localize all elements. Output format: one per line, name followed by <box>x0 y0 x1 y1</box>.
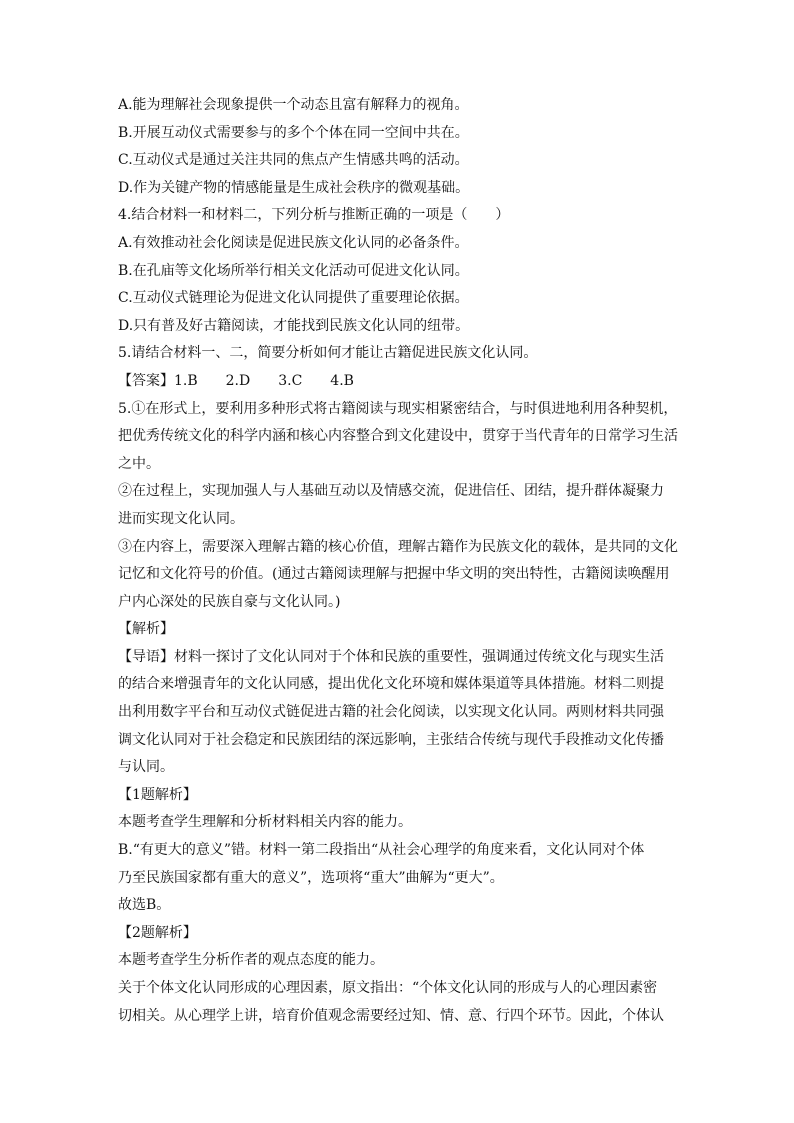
answer-5-line-5: 进而实现文化认同。 <box>118 510 244 527</box>
option-b-line: B.开展互动仪式需要参与的多个个体在同一空间中共在。 <box>118 124 469 141</box>
answer-5-line-1: 5.①在形式上，要利用多种形式将古籍阅读与现实相紧密结合，与时俱进地利用各种契机， <box>118 400 678 417</box>
q2-analysis-line-3: 切相关。从心理学上讲，培育价值观念需要经过知、情、意、行四个环节。因此，个体认 <box>118 1007 664 1024</box>
q1-analysis-line-1: 本题考查学生理解和分析材料相关内容的能力。 <box>118 814 412 831</box>
q1-analysis-heading: 【1题解析】 <box>118 786 197 803</box>
q2-analysis-heading: 【2题解析】 <box>118 924 197 941</box>
intro-line-5: 与认同。 <box>118 759 174 776</box>
q4-option-b-line: B.在孔庙等文化场所举行相关文化活动可促进文化认同。 <box>118 262 469 279</box>
option-d-line: D.作为关键产物的情感能量是生成社会秩序的微观基础。 <box>118 179 470 196</box>
document-page <box>118 92 686 1030</box>
answer-5-line-4: ②在过程上，实现加强人与人基础互动以及情感交流，促进信任、团结，提升群体凝聚力 <box>118 483 664 500</box>
q4-option-c-line: C.互动仪式链理论为促进文化认同提供了重要理论依据。 <box>118 290 469 307</box>
q1-analysis-line-4: 故选B。 <box>118 897 171 914</box>
intro-line-1: 【导语】材料一探讨了文化认同对于个体和民族的重要性，强调通过传统文化与现实生活 <box>118 648 664 665</box>
intro-line-2: 的结合来增强青年的文化认同感，提出优化文化环境和媒体渠道等具体措施。材料二则提 <box>118 676 664 693</box>
intro-line-3: 出利用数字平台和互动仪式链促进古籍的社会化阅读，以实现文化认同。两则材料共同强 <box>118 704 664 721</box>
answer-5-line-2: 把优秀传统文化的科学内涵和核心内容整合到文化建设中，贯穿于当代青年的日常学习生活 <box>118 428 678 445</box>
answer-heading-line: 【答案】1.B 2.D 3.C 4.B <box>118 372 354 389</box>
q2-analysis-line-2: 关于个体文化认同形成的心理因素，原文指出：“个体文化认同的形成与人的心理因素密 <box>118 980 658 996</box>
question-4-line: 4.结合材料一和材料二，下列分析与推断正确的一项是（ ） <box>118 207 510 224</box>
answer-5-line-8: 户内心深处的民族自豪与文化认同。) <box>118 593 341 610</box>
answer-5-line-7: 记忆和文化符号的价值。(通过古籍阅读理解与把握中华文明的突出特性，古籍阅读唤醒用 <box>118 566 670 583</box>
answer-5-line-6: ③在内容上，需要深入理解古籍的核心价值，理解古籍作为民族文化的载体，是共同的文化 <box>118 538 678 555</box>
q1-analysis-line-2: B.“有更大的意义”错。材料一第二段指出“从社会心理学的角度来看，文化认同对个体 <box>118 842 645 859</box>
q4-option-d-line: D.只有普及好古籍阅读，才能找到民族文化认同的纽带。 <box>118 317 470 334</box>
q2-analysis-line-1: 本题考查学生分析作者的观点态度的能力。 <box>118 952 384 969</box>
intro-line-4: 调文化认同对于社会稳定和民族团结的深远影响，主张结合传统与现代手段推动文化传播 <box>118 731 664 748</box>
q1-analysis-line-3: 乃至民族国家都有重大的意义”，选项将“重大”曲解为“更大”。 <box>118 869 504 886</box>
option-a-line: A.能为理解社会现象提供一个动态且富有解释力的视角。 <box>118 97 469 113</box>
analysis-heading: 【解析】 <box>118 621 174 638</box>
option-c-line: C.互动仪式是通过关注共同的焦点产生情感共鸣的活动。 <box>118 152 469 169</box>
question-5-line: 5.请结合材料一、二，简要分析如何才能让古籍促进民族文化认同。 <box>118 345 538 362</box>
answer-5-line-3: 之中。 <box>118 455 160 472</box>
q4-option-a-line: A.有效推动社会化阅读是促进民族文化认同的必备条件。 <box>118 234 469 251</box>
